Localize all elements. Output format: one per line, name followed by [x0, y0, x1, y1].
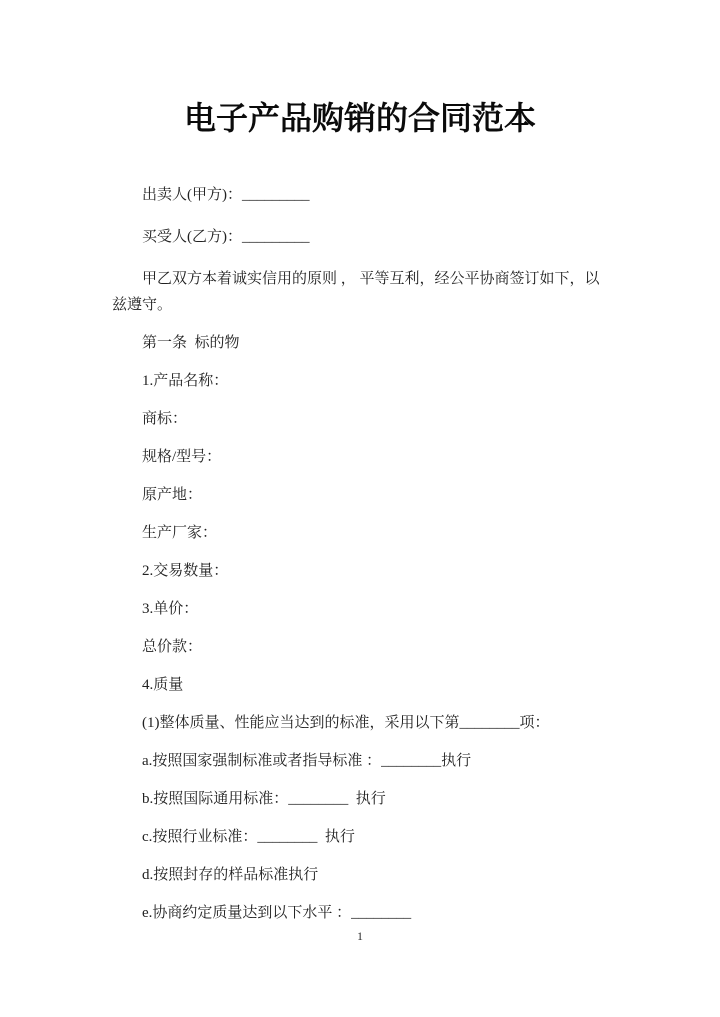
option-b-international-standard: b.按照国际通用标准：________ 执行 [142, 791, 386, 807]
party-line-buyer: 买受人(乙方)：_________ [142, 229, 310, 245]
item-origin: 原产地： [142, 487, 203, 503]
item-trademark: 商标： [142, 411, 188, 427]
page-title: 电子产品购销的合同范本 [183, 100, 536, 136]
item-product-name: 1.产品名称： [142, 373, 229, 389]
option-d-sealed-sample-standard: d.按照封存的样品标准执行 [142, 867, 319, 883]
option-c-industry-standard: c.按照行业标准：________ 执行 [142, 829, 355, 845]
option-e-negotiated-quality-level: e.协商约定质量达到以下水平 ：________ [142, 905, 412, 921]
party-line-seller: 出卖人(甲方)：_________ [142, 187, 310, 203]
item-unit-price: 3.单价： [142, 601, 199, 617]
item-spec-model: 规格/型号： [142, 449, 222, 465]
option-a-national-standard: a.按照国家强制标准或者指导标准 ：________执行 [142, 753, 472, 769]
quality-standard-intro: (1)整体质量、性能应当达到的标准，采用以下第________项： [142, 715, 550, 731]
item-quality: 4.质量 [142, 677, 184, 693]
preamble-paragraph: 甲乙双方本着诚实信用的原则 ， 平等互利，经公平协商签订如下，以兹遵守。 [112, 271, 600, 313]
item-total-price: 总价款： [142, 639, 203, 655]
item-transaction-quantity: 2.交易数量： [142, 563, 229, 579]
page-number: 1 [357, 929, 363, 943]
item-manufacturer: 生产厂家： [142, 525, 218, 541]
document-body [0, 182, 720, 926]
clause-1-heading: 第一条 标的物 [142, 335, 240, 351]
